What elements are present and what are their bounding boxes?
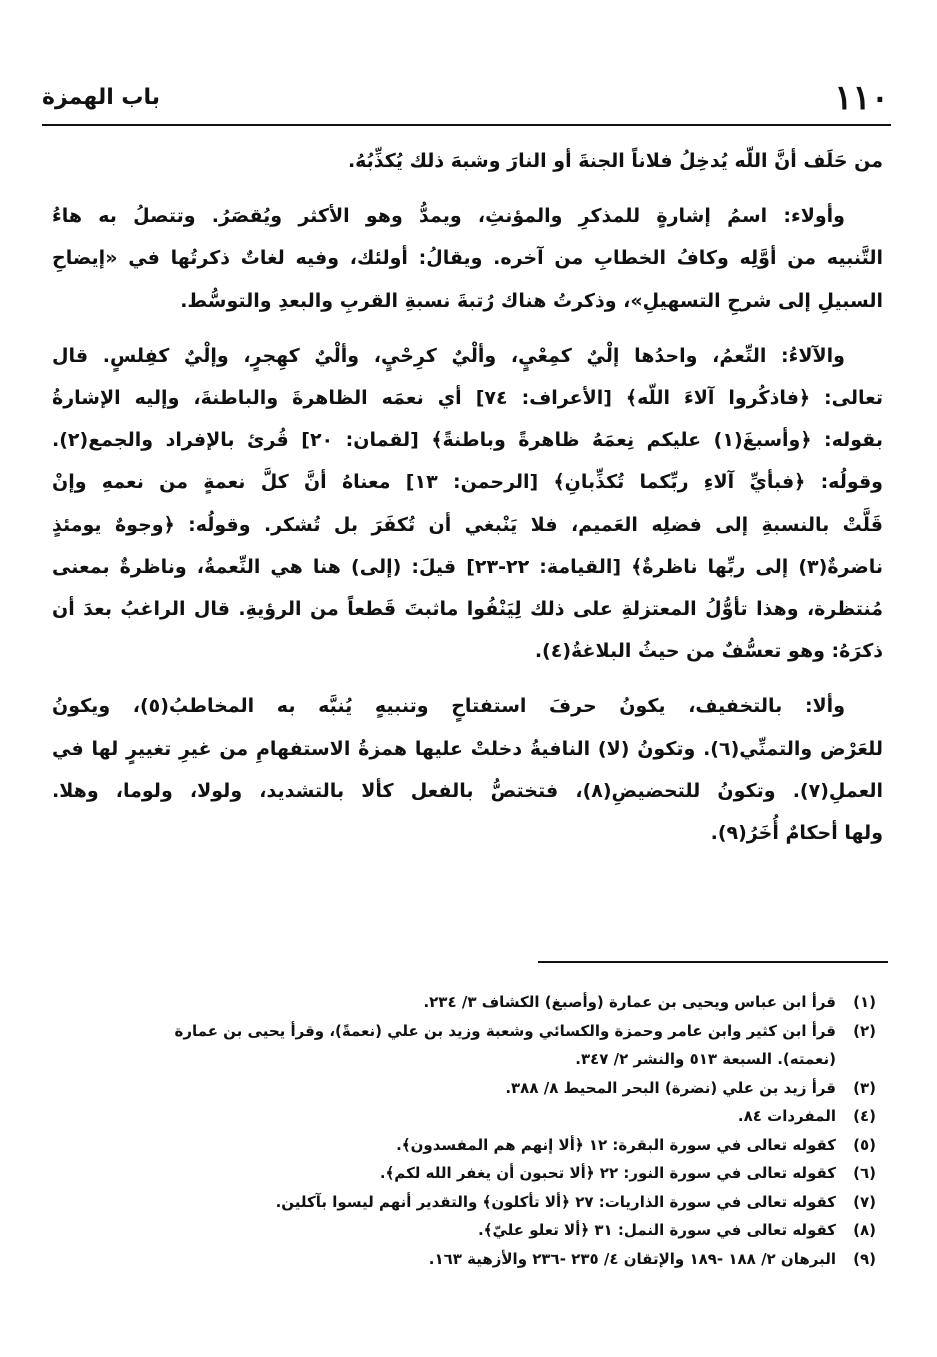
footnote-number: (٢) xyxy=(853,1021,876,1040)
footnote-5 xyxy=(62,1131,876,1160)
footnote-2 xyxy=(62,1017,876,1046)
footnote-text: قرأ زيد بن علي (نضرة) البحر المحيط ٨/ ٣٨٨. xyxy=(505,1078,836,1097)
footnote-number: (٧) xyxy=(853,1192,876,1211)
footnote-text: البرهان ٢/ ١٨٨ -١٨٩ والإتقان ٤/ ٢٣٥ -٢٣٦ والأزهية ١٦٣. xyxy=(428,1249,836,1268)
footnote-text: كقوله تعالى في سورة النمل: ٣١ ﴿ألا تعلو عليّ﴾. xyxy=(477,1221,836,1239)
text-line: للعَرْض والتمنِّي(٦). وتكونُ (لا) النافيةُ دخلتْ عليها همزةُ الاستفهامِ من غيرِ تغييرٍ لها في xyxy=(52,737,883,760)
footnote-number: (٩) xyxy=(853,1249,876,1268)
footnote-6 xyxy=(62,1159,876,1188)
main-text xyxy=(52,140,883,854)
footnote-text: قرأ ابن كثير وابن عامر وحمزة والكسائي وشعبة وزيد بن علي (نعمةً)، وقرأ يحيى بن عمارة xyxy=(174,1021,836,1040)
text-line: العملِ(٧). وتكونُ للتحضيضِ(٨)، فتختصُّ بالفعل كألا بالتشديد، ولولا، ولوما، وهلا. xyxy=(52,779,883,802)
footnote-number: (٨) xyxy=(853,1221,876,1239)
footnote-7 xyxy=(62,1188,876,1217)
footnote-text: كقوله تعالى في سورة البقرة: ١٢ ﴿ألا إنهم هم المفسدون﴾. xyxy=(396,1135,836,1154)
paragraph-ala xyxy=(52,685,883,854)
text-line: وقولُه: ﴿فبأيِّ آلاءِ ربِّكما تُكذِّبانِ﴾ [الرحمن: ١٣] معناهُ أنَّ كلَّ نعمةٍ من نعمهِ وإنْ xyxy=(52,471,883,494)
footnotes xyxy=(62,988,876,1273)
footnote-8 xyxy=(62,1216,876,1245)
running-header xyxy=(42,78,889,118)
text-line: ذكرَهُ: وهو تعسُّفٌ من حيثُ البلاغةُ(٤). xyxy=(534,640,883,663)
text-line: مُنتظرة، وهذا تأوُّلُ المعتزلةِ على ذلك لِيَنْفُوا ماثبتَ قَطعاً من الرؤيةِ. قال الراغبُ بعدَ أن xyxy=(52,598,883,621)
header-rule xyxy=(42,124,891,126)
paragraph-ulaa xyxy=(52,195,883,322)
footnote-number: (٤) xyxy=(853,1107,876,1125)
footnote-text: المفردات ٨٤. xyxy=(737,1107,836,1125)
footnote-1 xyxy=(62,988,876,1017)
text-line: ولها أحكامٌ أُخَرُ(٩). xyxy=(710,822,883,845)
text-line: التَّنبيه من أوَّلِه وكافُ الخطابِ من آخره. ويقالُ: أولئك، وفيه لغاتٌ ذكرتُها في «إيضاحِ xyxy=(52,247,883,270)
text-line: والآلاءُ: النِّعمُ، واحدُها إلْيٌ كمِعْيٍ، وألْيٌ كرِحْيٍ، وألْيٌ كهِجرٍ، وإلْيٌ كفِلسٍ. قال xyxy=(52,344,845,367)
footnote-number: (١) xyxy=(853,993,876,1011)
chapter-title: باب الهمزة xyxy=(42,85,161,110)
footnote-number: (٣) xyxy=(853,1078,876,1097)
footnote-number: (٦) xyxy=(853,1164,876,1182)
text-line: وأولاء: اسمُ إشارةٍ للمذكرِ والمؤنثِ، ويمدُّ وهو الأكثر ويُقصَرُ. وتتصلُ به هاءُ xyxy=(52,205,845,228)
text-line: من حَلَف أنَّ اللّه يُدخِلُ فلاناً الجنةَ أو النارَ وشبهَ ذلك يُكذِّبُهُ. xyxy=(347,150,883,172)
footnote-4 xyxy=(62,1102,876,1131)
footnote-9 xyxy=(62,1245,876,1274)
footnote-3 xyxy=(62,1074,876,1103)
text-line: قَلَّتْ بالنسبةِ إلى فضلِه العَميم، فلا يَنْبغي أن تُكفَرَ بل تُشكر. وقولُه: ﴿وجوهٌ يومئذٍ xyxy=(52,513,883,536)
footnote-text: كقوله تعالى في سورة النور: ٢٢ ﴿ألا تحبون أن يغفر الله لكم﴾. xyxy=(379,1164,836,1182)
footnote-text: كقوله تعالى في سورة الذاريات: ٢٧ ﴿ألا تأكلون﴾ والتقدير أنهم ليسوا بآكلين. xyxy=(275,1192,836,1211)
footnote-text: قرأ ابن عباس ويحيى بن عمارة (وأصبغ) الكشاف ٣/ ٢٣٤. xyxy=(423,993,836,1011)
footnote-text-continued: (نعمته). السبعة ٥١٣ والنشر ٢/ ٣٤٧. xyxy=(575,1050,836,1068)
paragraph-alaa xyxy=(52,335,883,673)
text-line: وألا: بالتخفيف، يكونُ حرفَ استفتاحٍ وتنبيهٍ يُنبَّه به المخاطبُ(٥)، ويكونُ xyxy=(52,695,846,718)
footnote-number: (٥) xyxy=(853,1135,876,1154)
text-line: بقوله: ﴿وأسبغَ(١) عليكم نِعمَهُ ظاهرةً وباطنةً﴾ [لقمان: ٢٠] قُرئ بالإفراد والجمع(٢). xyxy=(52,429,883,452)
text-line: تعالى: ﴿فاذكُروا آلاءَ اللّه﴾ [الأعراف: ٧٤] أي نعمَه الظاهرةَ والباطنةَ، وإليه الإشارةُ xyxy=(52,387,883,410)
paragraph-1 xyxy=(52,140,883,182)
text-line: السبيلِ إلى شرحِ التسهيلِ»، وذكرتُ هناك رُتبةَ نسبةِ القربِ والبعدِ والتوسُّط. xyxy=(180,289,883,312)
footnote-separator xyxy=(538,961,888,963)
page-number: ١١٠ xyxy=(834,78,889,118)
text-line: ناضرةٌ(٣) إلى ربِّها ناظرةٌ﴾ [القيامة: ٢٢-٢٣] قيلَ: (إلى) هنا هي النِّعمةُ، وناظرةٌ بمعنى xyxy=(52,555,883,578)
